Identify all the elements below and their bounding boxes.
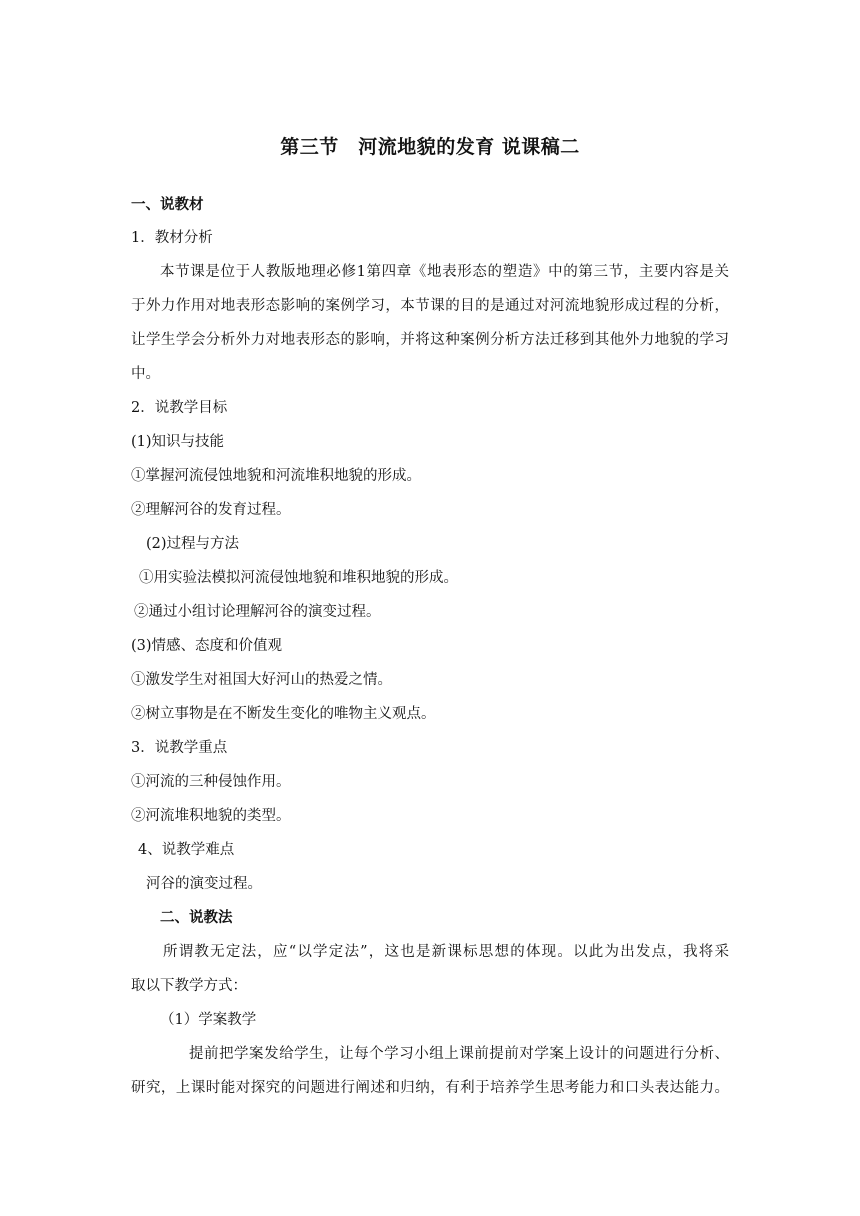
- paragraph-line: 所谓教无定法，应“以学定法”，这也是新课标思想的体现。以此为出发点，我将采: [163, 944, 729, 960]
- goal-item: ②树立事物是在不断发生变化的唯物主义观点。: [131, 706, 436, 722]
- goal-process-heading: (2)过程与方法: [146, 536, 240, 552]
- key-point-item: ②河流堆积地貌的类型。: [131, 808, 291, 824]
- paragraph-line: 提前把学案发给学生，让每个学习小组上课前提前对学案上设计的问题进行分析、: [189, 1046, 729, 1062]
- method-heading: （1）学案教学: [160, 1012, 257, 1028]
- goal-item: ①用实验法模拟河流侵蚀地貌和堆积地貌的形成。: [139, 570, 458, 586]
- subheading-difficulties: 4、说教学难点: [138, 842, 235, 858]
- section-heading-methods: 二、说教法: [160, 910, 233, 926]
- goal-item: ②通过小组讨论理解河谷的演变过程。: [134, 604, 381, 620]
- goal-knowledge-heading: (1)知识与技能: [131, 434, 225, 450]
- goal-item: ①激发学生对祖国大好河山的热爱之情。: [131, 672, 392, 688]
- subheading-teaching-goals: 2．说教学目标: [131, 400, 228, 416]
- document-title: 第三节 河流地貌的发育 说课稿二: [280, 136, 580, 158]
- paragraph-line: 中。: [131, 366, 160, 382]
- section-heading-textbook: 一、说教材: [131, 197, 204, 213]
- paragraph-line: 取以下教学方式：: [131, 978, 247, 994]
- key-point-item: ①河流的三种侵蚀作用。: [131, 774, 291, 790]
- paragraph-line: 研究，上课时能对探究的问题进行阐述和归纳，有利于培养学生思考能力和口头表达能力。: [131, 1080, 729, 1096]
- subheading-textbook-analysis: 1．教材分析: [131, 230, 213, 246]
- paragraph-line: 于外力作用对地表形态影响的案例学习，本节课的目的是通过对河流地貌形成过程的分析，: [131, 298, 729, 314]
- difficulty-item: 河谷的演变过程。: [146, 876, 262, 892]
- goal-item: ②理解河谷的发育过程。: [131, 502, 291, 518]
- goal-emotion-heading: (3)情感、态度和价值观: [131, 638, 283, 654]
- subheading-key-points: 3．说教学重点: [131, 740, 228, 756]
- goal-item: ①掌握河流侵蚀地貌和河流堆积地貌的形成。: [131, 468, 421, 484]
- paragraph-line: 本节课是位于人教版地理必修1第四章《地表形态的塑造》中的第三节，主要内容是关: [160, 264, 729, 280]
- paragraph-line: 让学生学会分析外力对地表形态的影响，并将这种案例分析方法迁移到其他外力地貌的学习: [131, 332, 729, 348]
